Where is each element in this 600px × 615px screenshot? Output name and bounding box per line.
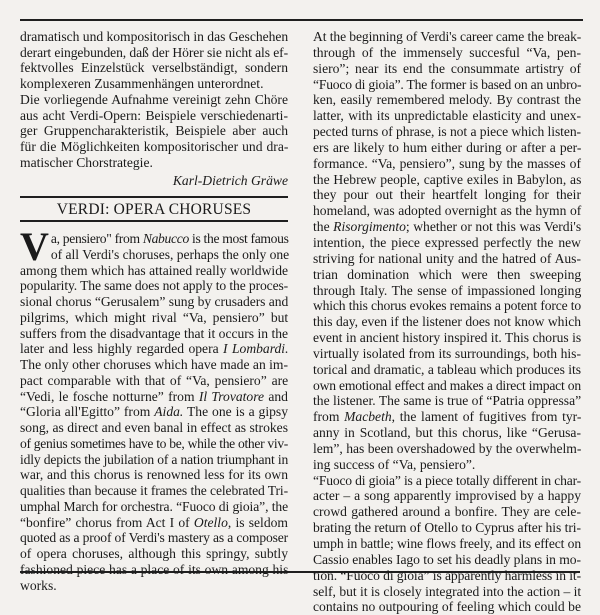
text-line: torical and dramatic, a tableau which produces its xyxy=(313,361,581,377)
text-line: umph in battle; wine flows freely, and its effect on xyxy=(313,536,581,551)
text-line: ers are likely to hum either during or after a per- xyxy=(313,139,582,155)
text-line: At the beginning of Verdi's career came the break- xyxy=(313,29,582,44)
text-line: für die Möglichkeiten kompositorischer und dra- xyxy=(20,138,289,154)
opera-title: Nabucco xyxy=(142,231,189,246)
text-line xyxy=(20,341,288,357)
text-line: qualities than because it frames the celebrated Tri- xyxy=(20,483,288,498)
text-line xyxy=(20,404,288,420)
text-line: of all Verdi's choruses, perhaps the only one xyxy=(50,246,290,262)
text-line: derart eingebunden, daß der Hörer sie nicht als ef- xyxy=(20,44,288,60)
text-line: anny in Scotland, but this chorus, like “Gerusa- xyxy=(313,425,581,441)
author-signature: Karl-Dietrich Gräwe xyxy=(172,173,288,189)
text-run: , is seldom xyxy=(227,514,288,530)
text-line: tion. “Fuoco di gioia” is apparently harmless in it- xyxy=(313,567,581,583)
text-line: popularity. The same does not apply to the proces- xyxy=(20,278,289,294)
text-line xyxy=(313,219,581,235)
opera-title: Aida. xyxy=(154,404,184,420)
text-line: song, as direct and even banal in effect as strokes xyxy=(20,420,288,435)
emphasis-term: Risorgimento xyxy=(333,219,406,235)
text-line: umphal March for orchestra. “Fuoco di gioia”, the xyxy=(20,498,288,514)
text-line xyxy=(20,231,288,247)
text-line: “Fuoco di gioia”. The former is based on an unbro- xyxy=(313,76,582,92)
text-line: trian domination which were then sweeping xyxy=(313,266,582,282)
text-run: from xyxy=(313,409,345,425)
text-run: the xyxy=(313,219,334,235)
text-line: sional chorus “Gerusalem” sung by crusaders and xyxy=(20,294,289,309)
text-line: of opera choruses, although this springy, subtly xyxy=(20,546,288,561)
text-line: Cassio enables Iago to set his deadly plans in mo- xyxy=(313,551,581,567)
section-heading: VERDI: OPERA CHORUSES xyxy=(56,201,252,218)
text-line: virtually isolated from its surroundings, both his- xyxy=(313,345,581,361)
drop-cap: V xyxy=(20,224,49,269)
text-line: this day, even if the listener does not know which xyxy=(313,314,581,330)
text-line: works. xyxy=(20,577,57,593)
text-line: which this chorus evokes remains a potent force to xyxy=(313,298,581,314)
text-line: pact comparable with that of “Va, pensiero” are xyxy=(20,372,289,388)
text-line: homeland, was adopted overnight as the hymn of xyxy=(313,203,582,219)
text-line xyxy=(20,389,288,405)
text-line: self, but it is closely integrated into the action – it xyxy=(313,583,582,599)
text-run: ; whether or not this was Verdi's xyxy=(405,219,582,235)
text-line: idly depicts the jubilation of a nation triumphant in xyxy=(20,451,289,467)
text-run: “Vedi, le fosche notturne” from xyxy=(20,388,199,404)
text-line: ing success of “Va, pensiero”. xyxy=(313,456,476,472)
text-run: a, pensiero" from xyxy=(50,231,143,246)
text-line: ger Gruppencharakteristik, Beispiele aber auch xyxy=(20,123,288,139)
text-line: of genius sometimes have to be, while the other viv- xyxy=(20,435,288,451)
text-line: lem”, has been overshadowed by the overwhelm- xyxy=(313,440,582,456)
text-line: the listener. The same is true of “Patria oppressa” xyxy=(313,393,582,409)
text-run: “Gloria all'Egitto” from xyxy=(20,404,155,420)
text-run: , the lament of fugitives from tyr- xyxy=(391,409,582,425)
text-line: formance. “Va, pensiero”, sung by the masses of xyxy=(313,155,581,171)
text-line: fashioned piece has a place of its own among his xyxy=(20,561,289,577)
text-line: Die vorliegende Aufnahme vereinigt zehn Chöre xyxy=(20,91,288,107)
text-line: ken, easily remembered melody. By contrast the xyxy=(313,92,581,108)
text-line: event in ancient history inspired it. This chorus is xyxy=(313,330,582,346)
text-line: through of the immensely succesful “Va, pen- xyxy=(313,44,581,60)
text-line: brating the return of Otello to Cyprus after his tri- xyxy=(313,520,581,536)
text-line: crowd gathered around a bonfire. They are cele- xyxy=(313,504,581,520)
text-run: and xyxy=(264,388,288,404)
text-line: contains no outpouring of feeling which could be xyxy=(313,599,581,615)
english-main-block xyxy=(313,29,581,615)
text-line: quoted as a proof of Verdi's mastery as a composer xyxy=(20,530,288,546)
text-line: own emotional effect and makes a direct impact on xyxy=(313,377,581,393)
opera-title: I Lombardi. xyxy=(223,341,289,357)
text-line: matischer Chorstrategie. xyxy=(20,154,153,170)
text-line: komplexeren Zusammenhängen unterordnet. xyxy=(20,76,264,92)
heading-top-rule xyxy=(20,196,288,198)
text-line: aus acht Verdi-Opern: Beispiele verschiedenarti- xyxy=(20,107,288,123)
text-run: later and less highly regarded opera xyxy=(20,341,224,357)
text-line: intention, the piece expressed perfectly the new xyxy=(313,234,581,250)
english-intro-block xyxy=(20,224,290,593)
text-run: is the most famous xyxy=(188,231,289,246)
top-rule xyxy=(20,19,583,21)
text-line: they pour out their heartfelt longing for their xyxy=(313,187,581,203)
text-line: striving for national unity and the hatred of Aus- xyxy=(313,250,581,266)
text-line: latter, with its unpredictable elasticity and unex- xyxy=(313,108,581,124)
text-line: dramatisch und kompositorisch in das Geschehen xyxy=(20,29,289,44)
text-line: The only other choruses which have made an im- xyxy=(20,357,289,372)
text-line: pilgrims, which might rival “Va, pensiero” but xyxy=(20,309,289,325)
text-line: fektvolles Einzelstück verselbständigt, sondern xyxy=(20,60,288,76)
text-line: the Hebrew people, captive exiles in Babylon, as xyxy=(313,171,582,187)
opera-title: Macbeth xyxy=(344,409,392,425)
text-run: “bonfire” chorus from Act I of xyxy=(20,514,194,530)
text-line: suffers from the disadvantage that it occurs in the xyxy=(20,325,288,341)
text-line: through Italy. The sense of impassioned longing xyxy=(313,282,582,298)
text-line: among them which has attained really worldwide xyxy=(20,262,289,278)
text-run: The one is a gipsy xyxy=(183,404,288,420)
text-line: pected turns of phrase, is not a piece which listen- xyxy=(313,124,581,140)
opera-title: Il Trovatore xyxy=(198,388,265,404)
text-line xyxy=(20,515,288,531)
text-line xyxy=(313,409,581,425)
text-line: war, and this chorus is renowned less for its own xyxy=(20,467,288,483)
german-text-block xyxy=(20,29,288,189)
text-line: “Fuoco di gioia” is a piece totally different in char- xyxy=(313,472,581,488)
text-line: siero”; near its end the consummate artistry of xyxy=(313,60,582,76)
text-line: acter – a song apparently improvised by a happy xyxy=(313,488,581,504)
opera-title: Otello xyxy=(193,514,228,530)
